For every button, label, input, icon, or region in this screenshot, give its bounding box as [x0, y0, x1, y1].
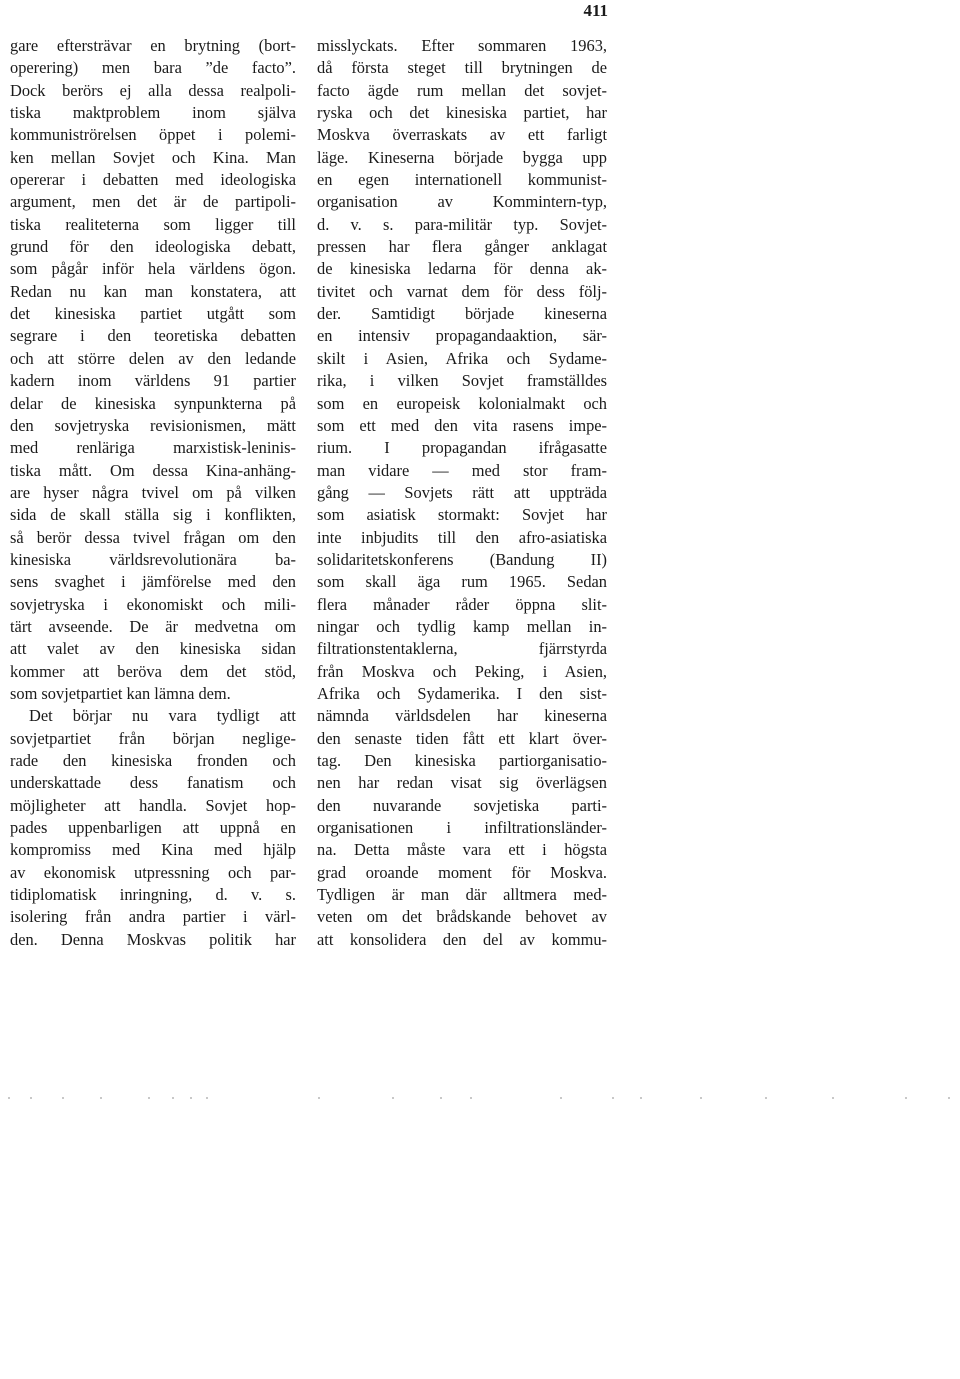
scan-speck — [8, 1097, 10, 1099]
text-line: organisation av Kommintern-typ, — [317, 192, 607, 212]
text-line: kadern inom världens 91 partier — [10, 371, 296, 391]
text-line: från Moskva och Peking, i Asien, — [317, 661, 607, 681]
text-line: pades uppenbarligen att uppnå en — [10, 818, 296, 838]
scan-speck — [148, 1097, 150, 1099]
text-line: den nuvarande sovjetiska parti- — [317, 795, 607, 815]
text-line: skilt i Asien, Afrika och Sydame- — [317, 348, 607, 368]
text-line: Tydligen är man där alltmera med- — [317, 885, 607, 905]
text-line: att konsolidera den del av kommu- — [317, 929, 607, 949]
text-line: kompromiss med Kina med hjälp — [10, 840, 296, 860]
text-line: som pågår inför hela världens ögon. — [10, 259, 296, 279]
text-line: organisationen i infiltrationsländer- — [317, 818, 607, 838]
scan-speck — [700, 1097, 702, 1099]
text-line: rika, i vilken Sovjet framställdes — [317, 371, 607, 391]
text-line: rium. I propagandan ifrågasatte — [317, 438, 607, 458]
text-line: operering) men bara ”de facto”. — [10, 58, 296, 78]
scan-speck — [392, 1097, 394, 1099]
text-line: en egen internationell kommunist- — [317, 170, 607, 190]
page-number: 411 — [583, 1, 608, 20]
text-line: tärt avseende. De är medvetna om — [10, 616, 296, 636]
text-line: misslyckats. Efter sommaren 1963, — [317, 36, 607, 55]
text-line: tiska realiteterna som ligger till — [10, 214, 296, 234]
text-line: ningar och tydlig kamp mellan in- — [317, 616, 607, 636]
text-line: med renläriga marxistisk-leninis- — [10, 438, 296, 458]
text-line: tivitet och varnat dem för dess följ- — [317, 281, 607, 301]
text-line: Det börjar nu vara tydligt att — [29, 706, 296, 726]
text-line: kommuniströrelsen öppet i polemi- — [10, 125, 296, 145]
text-line: kinesiska världsrevolutionära ba- — [10, 549, 296, 569]
scan-speck — [470, 1097, 472, 1099]
scan-speck — [948, 1097, 950, 1099]
text-line: den sovjetryska revisionismen, mätt — [10, 415, 296, 435]
scan-speck — [640, 1097, 642, 1099]
text-line: tiska mått. Om dessa Kina-anhäng- — [10, 460, 296, 480]
scan-speck — [765, 1097, 767, 1099]
text-line: sovjetpartiet från början neglige- — [10, 728, 296, 748]
right-column — [317, 35, 607, 951]
text-line: tiska maktproblem inom själva — [10, 103, 296, 123]
text-line: isolering från andra partier i värl- — [10, 907, 296, 927]
text-line: d. v. s. para-militär typ. Sovjet- — [317, 214, 607, 234]
scan-speck — [30, 1097, 32, 1099]
scan-speck — [172, 1097, 174, 1099]
text-line: solidaritetskonferens (Bandung II) — [317, 549, 607, 569]
text-line: rade den kinesiska fronden och — [10, 751, 296, 770]
scan-speck — [440, 1097, 442, 1099]
text-line: tag. Den kinesiska partiorganisatio- — [317, 751, 607, 770]
scan-speck — [832, 1097, 834, 1099]
text-line: av ekonomisk utpressning och par- — [10, 862, 296, 882]
text-line: grad oroande moment för Moskva. — [317, 862, 607, 882]
text-line: den. Denna Moskvas politik har — [10, 929, 296, 949]
scan-speck — [206, 1097, 208, 1099]
scan-speck — [318, 1097, 320, 1099]
text-line: argument, men det är de partipoli- — [10, 192, 296, 212]
text-line: ryska och det kinesiska partiet, har — [317, 103, 607, 123]
text-line: så berör dessa tvivel frågan om den — [10, 527, 296, 547]
text-line: veten om det brådskande behovet av — [317, 907, 607, 927]
text-line: flera månader råder öppna slit- — [317, 594, 607, 614]
text-line: facto ägde rum mellan det sovjet- — [317, 80, 607, 100]
text-line: då första steget till brytningen de — [317, 58, 607, 78]
text-line: den senaste tiden fått ett klart över- — [317, 728, 607, 748]
scan-speck — [560, 1097, 562, 1099]
text-line: det kinesiska partiet utgått som — [10, 304, 296, 324]
text-line: nämnda världsdelen har kineserna — [317, 706, 607, 726]
text-line: tidiplomatisk inringning, d. v. s. — [10, 885, 296, 905]
text-line: som en europeisk kolonialmakt och — [317, 393, 607, 413]
left-column — [10, 35, 296, 951]
text-line: möjligheter att handla. Sovjet hop- — [10, 795, 296, 815]
text-line: sens svaghet i jämförelse med den — [10, 572, 296, 592]
text-line: en intensiv propagandaaktion, sär- — [317, 326, 607, 346]
text-line: grund för den ideologiska debatt, — [10, 237, 296, 257]
text-line: man vidare — med stor fram- — [317, 460, 607, 480]
text-line: nen har redan visat sig överlägsen — [317, 773, 607, 793]
text-line: gång — Sovjets rätt att uppträda — [317, 482, 607, 502]
text-line: Redan nu kan man konstatera, att — [10, 281, 296, 301]
text-line: sovjetryska i ekonomiskt och mili- — [10, 594, 296, 614]
text-line: de kinesiska ledarna för denna ak- — [317, 259, 607, 279]
text-line: Afrika och Sydamerika. I den sist- — [317, 683, 607, 703]
text-line: gare eftersträvar en brytning (bort- — [10, 36, 296, 55]
text-line: att valet av den kinesiska sidan — [10, 639, 296, 659]
text-line: som sovjetpartiet kan lämna dem. — [10, 683, 231, 703]
text-line: segrare i den teoretiska debatten — [10, 326, 296, 346]
scan-speck — [62, 1097, 64, 1099]
text-line: kommer att beröva dem det stöd, — [10, 661, 296, 681]
scan-specks — [0, 1097, 960, 1105]
text-line: underskattade dess fanatism och — [10, 773, 296, 793]
text-line: na. Detta måste vara ett i högsta — [317, 840, 607, 860]
text-line: som asiatisk stormakt: Sovjet har — [317, 505, 607, 525]
text-line: inte inbjudits till den afro-asiatiska — [317, 527, 607, 547]
scan-speck — [905, 1097, 907, 1099]
text-line: are hyser några tvivel om på vilken — [10, 482, 296, 502]
text-line: delar de kinesiska synpunkterna på — [10, 393, 296, 413]
text-line: som ett med den vita rasens impe- — [317, 415, 607, 435]
text-line: pressen har flera gånger anklagat — [317, 237, 607, 257]
scan-speck — [100, 1097, 102, 1099]
text-line: sida de skall ställa sig i konflikten, — [10, 505, 296, 525]
text-line: ken mellan Sovjet och Kina. Man — [10, 147, 296, 167]
text-line: Moskva överraskats av ett farligt — [317, 125, 607, 145]
scan-speck — [190, 1097, 192, 1099]
scan-speck — [612, 1097, 614, 1099]
text-line: filtrationstentaklerna, fjärrstyrda — [317, 639, 607, 659]
text-line: läge. Kineserna började bygga upp — [317, 147, 607, 167]
text-line: som skall äga rum 1965. Sedan — [317, 572, 607, 592]
text-line: och att större delen av den ledande — [10, 348, 296, 368]
text-line: der. Samtidigt började kineserna — [317, 304, 607, 324]
text-line: Dock berörs ej alla dessa realpoli- — [10, 80, 296, 100]
text-line: opererar i debatten med ideologiska — [10, 170, 296, 190]
